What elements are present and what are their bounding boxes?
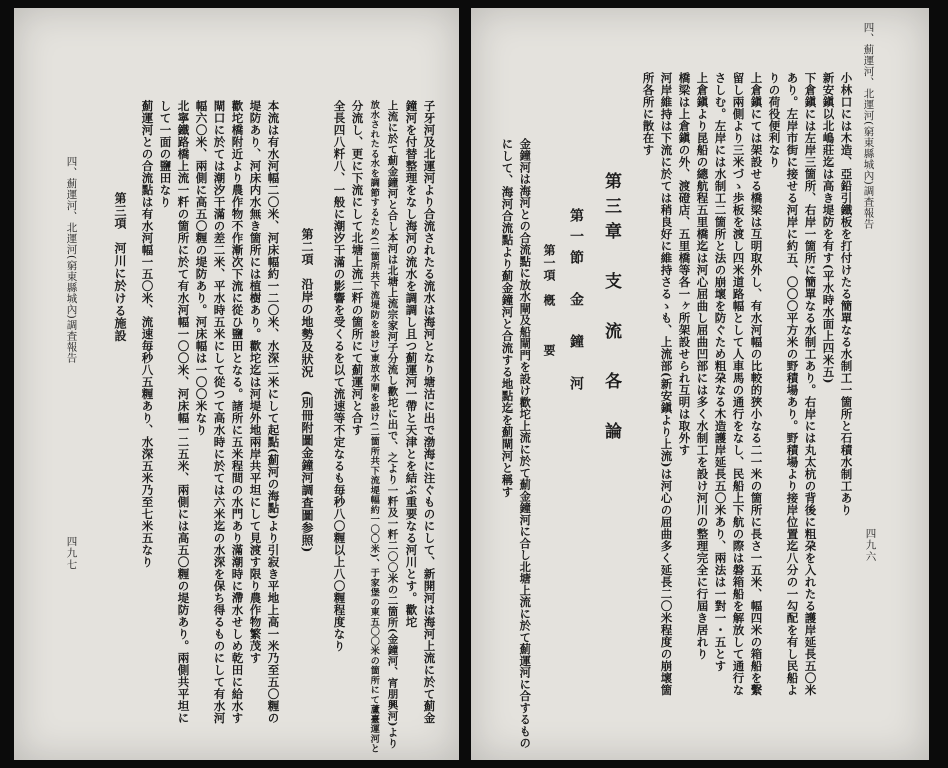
text-line: 小林口には木造、亞鉛引鐵板を打付けたる簡單なる水制工一箇所と石積水制工あり xyxy=(839,72,854,516)
running-header-left: 四、薊運河、北運河(窮東縣城內)調査報告 xyxy=(65,156,78,364)
text-line: 分流し、更に下流にして北塘上流二粁の箇所にて薊運河と合す xyxy=(350,100,365,436)
text-line: 幅六〇米、兩側に高五〇糎の堤防あり。河床幅は一〇〇米なり xyxy=(194,100,209,436)
page-496 xyxy=(471,8,929,760)
text-line: 河岸維持は下流に於ては稍良好に維持さるゝも、上流部(新安鎭より上流)は河心の屈曲多く延長二〇米程度の崩壞箇 xyxy=(659,72,674,696)
text-line: りの荷役便利なり xyxy=(767,72,782,168)
text-line: 所各所に散在す xyxy=(641,72,656,156)
subsection-title: 第二項 沿岸の地勢及狀況 (別冊附圖金鐘河調査圖参照) xyxy=(300,228,314,553)
text-line: にして、海河合流點より薊金鐘河と合流する地點迄を薊閘河と稱す xyxy=(500,138,515,498)
text-line: 閘口に於ては潮汐干滿の差二米、平水時五米にして從つて高水時に於ては六米迄の水深を保ち得るものにして有水河 xyxy=(212,100,227,724)
text-line: 上流に於て薊金鐘河と合し本河は北塘上流宗家河子分流し歡坨に出で、之より一粁及一粁二〇〇米の二箇所(金鐘河、宵朋興河)より xyxy=(386,100,399,749)
text-line: さしむ。左岸には水制工二箇所と法の崩壞を防ぐため粗朶なる木造護岸延長五〇米あり、兩法は一對一・五とす xyxy=(713,72,728,672)
text-line: 鐘河を付替整理をなし海河の流水を調調し且つ薊運河一帶と天津とを結ぶ重要なる河川とす。歡坨 xyxy=(404,100,419,628)
page-number-right: 四九六 xyxy=(864,528,877,563)
text-line: 下倉鎭には左岸三箇所、右岸一箇所に簡單なる水制工あり。右岸には丸太杭の背後に粗朶を入れたる護岸延長五〇米 xyxy=(803,72,818,696)
text-line: 新安鎭以北嶋莊迄は高き堤防を有す(平水時水面上四米五) xyxy=(821,72,836,384)
text-line: 留し兩側より三米づゝ歩板を渡し四米道路幅として人車馬の通行をなし、民船上下航の際は磐箱船を解放して通行な xyxy=(731,72,746,696)
subsection-title: 第三項 河川に於ける施設 xyxy=(113,192,127,342)
page-number-left: 四九七 xyxy=(65,536,78,571)
text-line: 橋梁は上倉鎭の外、渡磴店、五里橋等各一ヶ所架設せられ互明は取外す xyxy=(677,72,692,456)
text-line: あり。左岸市街に接せる河岸に約五、〇〇〇平方米の野積場あり。野積場より接岸位置迄八分の一勾配を有し民船よ xyxy=(785,72,800,696)
text-line: 全長四八粁八、一般に潮汐干滿の影響を受くるを以て流速等不定なるも毎秒八〇糎以上八〇糎程度なり xyxy=(332,100,347,652)
subsection-title: 第一項 槪 要 xyxy=(542,244,556,357)
text-line: 放水されたる水を調節するため(二箇所共下流堤防を設け)東放水閘を設け(二箇所共下流堤幅約一〇〇米)、于家堡の東五〇〇米の箇所にて蘆臺運河と xyxy=(368,100,380,754)
text-line: して一面の鹽田なり xyxy=(158,100,173,208)
text-line: 上倉鎭より昆船の總航程五里橋迄は河心屈曲し屈曲凹部には多く水制工を設け河川の整理完全に行屆き居れり xyxy=(695,72,710,660)
text-line: 本流は有水河幅二〇米、河床幅約一二〇米、水深二米にして起點(薊河の海點)より引寂き平地上高一米乃至五〇糎の xyxy=(266,100,281,724)
text-line: 北寧鐵路橋上流一粁の箇所に於て有水河幅一〇〇米、河床幅一二五米、兩側には高五〇糎の堤防あり。兩側共平坦に xyxy=(176,100,191,724)
text-line: 堤防あり、河床内水無き箇所には植樹あり。歡坨迄は河堤外地兩岸共平坦にして見渡す限り農作物繁茂す xyxy=(248,100,263,664)
text-line: 子牙河及北運河より合流されたる流水は海河となり塘沽に出で渤海に注ぐものにして、新開河は海河上流に於て薊金 xyxy=(422,100,437,724)
running-header-right: 四、薊運河、北運河(窮東縣城內)調査報告 xyxy=(862,22,875,230)
text-line: 薊運河との合流點は有水河幅一五〇米、流速毎秒八五糎あり、水深五米乃至七米五なり xyxy=(140,100,155,568)
text-line: 金鐘河は海河との合流點に放水閘及船閘門を設け歡坨上流に於て薊金鐘河に合し北塘上流に於て薊運河に合するもの xyxy=(518,138,533,749)
text-line: 上倉鎭にては架設せる橋梁は互明取外し、有水河幅の比較的狹小なる二一米の箇所に長さ一五米、幅四米の箱船を繫 xyxy=(749,72,764,696)
section-title: 第一節 金 鐘 河 xyxy=(568,208,584,397)
page-497 xyxy=(14,8,459,760)
chapter-title: 第三章 支 流 各 論 xyxy=(601,172,621,447)
text-line: 歡坨橋附近より農作物不作漸次下流に從ひ鹽田となる。諸所に五米程間の水門あり滿潮時に滯水せしめ乾田に給水す xyxy=(230,100,245,724)
